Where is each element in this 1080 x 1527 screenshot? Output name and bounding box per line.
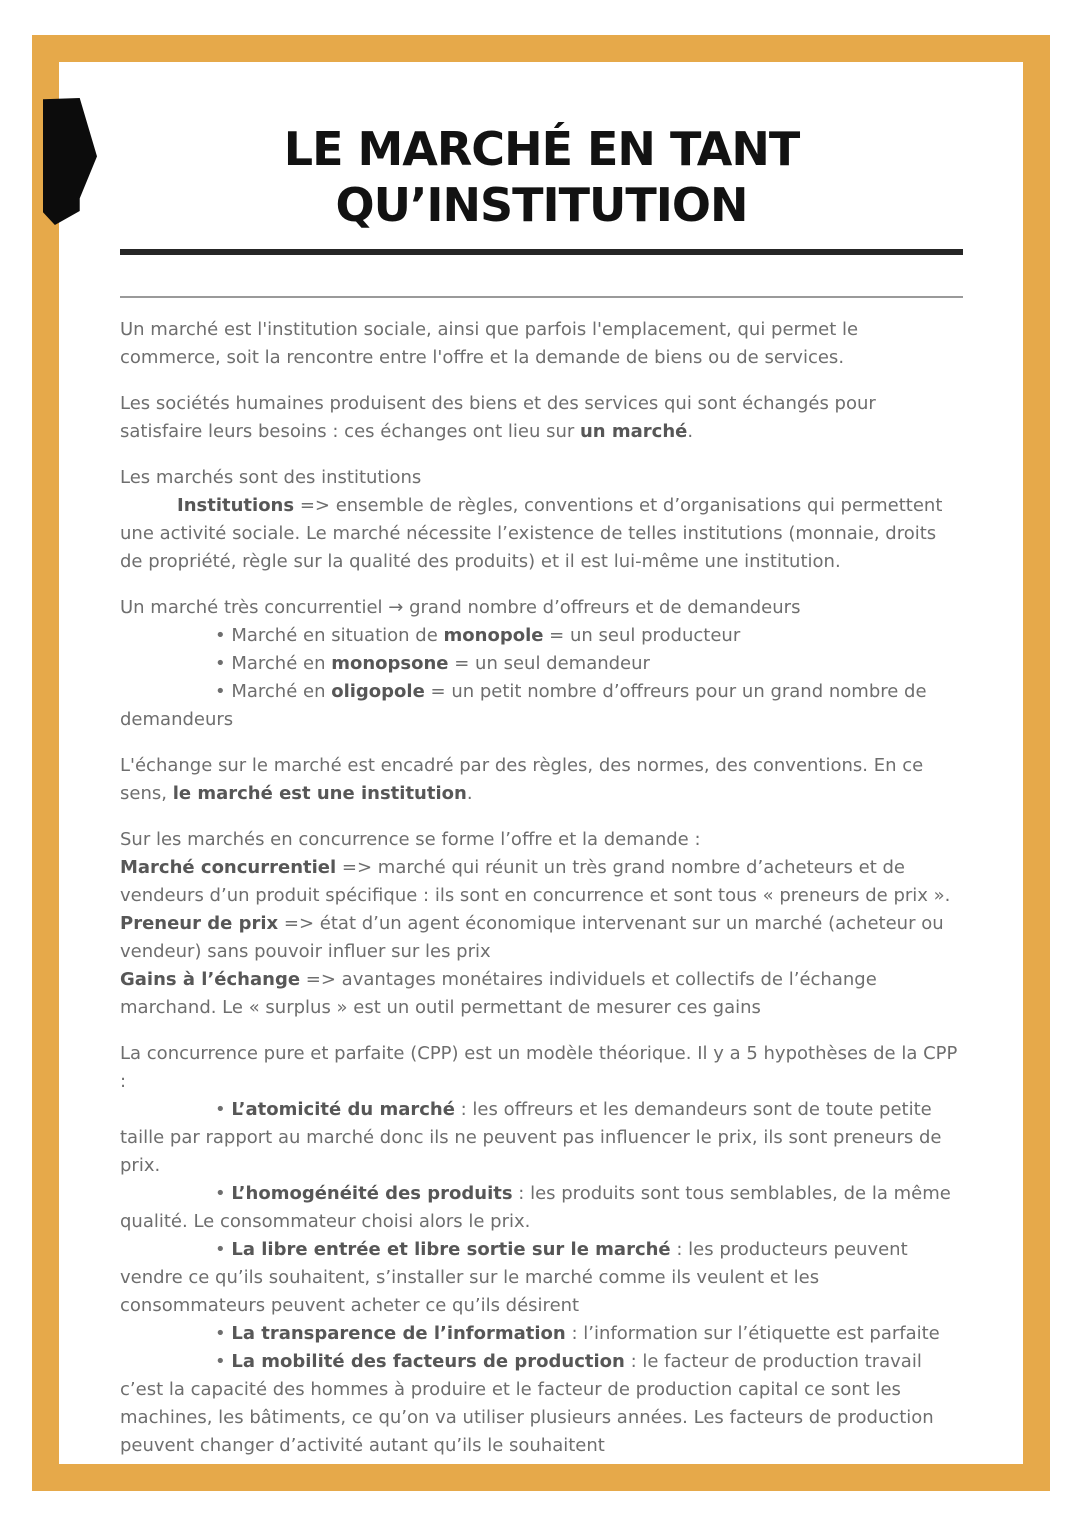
bullet-icon: • (215, 1099, 232, 1120)
bullet-icon: • (215, 681, 232, 702)
text-blocks (120, 316, 963, 1460)
text-run: Les sociétés humaines produisent des biens et des services qui sont échangés pour satisfaire leurs besoins : ces échanges ont lieu sur (120, 393, 876, 442)
text-paragraph (120, 594, 963, 622)
bullet-item (120, 1096, 963, 1180)
text-paragraph (120, 752, 963, 808)
text-run: => marché qui réunit un très grand nombre d’acheteurs et de vendeurs d’un produit spécifique : ils sont en concurrence et sont tous « preneurs de prix ». (120, 857, 951, 906)
bullet-item (120, 1320, 963, 1348)
bullet-icon: • (215, 1183, 232, 1204)
bold-term: un marché (579, 421, 688, 442)
text-run: . (466, 783, 473, 804)
bold-term: L’atomicité du marché (231, 1099, 455, 1120)
text-run: : les producteurs peuvent vendre ce qu’ils souhaitent, s’installer sur le marché comme ils veulent et les consommateurs peuvent acheter ce qu’ils désirent (120, 1239, 908, 1316)
bullet-item (120, 678, 963, 734)
bullet-icon: • (215, 1351, 232, 1372)
text-paragraph (120, 966, 963, 1022)
text-paragraph (120, 1040, 963, 1096)
bullet-icon: • (215, 625, 232, 646)
title-rule-light (120, 296, 963, 298)
bold-term: Gains à l’échange (120, 969, 301, 990)
title-rule-dark (120, 249, 963, 255)
text-run: = un petit nombre d’offreurs pour un grand nombre de demandeurs (120, 681, 927, 730)
text-run: => état d’un agent économique intervenant sur un marché (acheteur ou vendeur) sans pouvoir influer sur les prix (120, 913, 944, 962)
bold-term: Institutions (177, 495, 295, 516)
text-run: = un seul producteur (543, 625, 741, 646)
bold-term: le marché est une institution (172, 783, 467, 804)
bold-term: Preneur de prix (120, 913, 279, 934)
text-run: : le facteur de production travail c’est la capacité des hommes à produire et le facteur de production capital ce sont les machines, les bâtiments, ce qu’on va utiliser plusieurs années. Les facteurs de production peuvent changer d’activité autant qu’ils le souhaitent (120, 1351, 934, 1456)
bullet-item (120, 1180, 963, 1236)
bullet-item (120, 1348, 963, 1460)
bullet-icon: • (215, 653, 232, 674)
text-paragraph (120, 464, 963, 492)
text-run: Marché en (231, 653, 332, 674)
bold-term: La mobilité des facteurs de production (231, 1351, 625, 1372)
text-run: Sur les marchés en concurrence se forme l’offre et la demande : (120, 829, 701, 850)
bold-term: monopole (443, 625, 544, 646)
text-paragraph (120, 854, 963, 910)
text-run: . (687, 421, 694, 442)
bullet-icon: • (215, 1323, 232, 1344)
text-run: : l’information sur l’étiquette est parfaite (565, 1323, 940, 1344)
bullet-item (120, 1236, 963, 1320)
page-content (120, 62, 963, 1460)
text-run: L'échange sur le marché est encadré par des règles, des normes, des conventions. En ce sens, (120, 755, 924, 804)
text-run: Un marché est l'institution sociale, ainsi que parfois l'emplacement, qui permet le commerce, soit la rencontre entre l'offre et la demande de biens ou de services. (120, 319, 859, 368)
bold-term: La libre entrée et libre sortie sur le marché (231, 1239, 671, 1260)
text-paragraph (120, 910, 963, 966)
text-run: Un marché très concurrentiel → grand nombre d’offreurs et de demandeurs (120, 597, 801, 618)
bold-term: L’homogénéité des produits (231, 1183, 513, 1204)
bullet-item (120, 650, 963, 678)
text-run: Marché en (231, 681, 332, 702)
bold-term: oligopole (331, 681, 425, 702)
text-run: = un seul demandeur (448, 653, 650, 674)
text-run: Les marchés sont des institutions (120, 467, 422, 488)
bold-term: monopsone (331, 653, 449, 674)
text-paragraph (120, 390, 963, 446)
text-run: Marché en situation de (231, 625, 444, 646)
bullet-icon: • (215, 1239, 232, 1260)
text-paragraph (120, 826, 963, 854)
page-title (120, 121, 963, 233)
bullet-item (120, 622, 963, 650)
text-paragraph (120, 316, 963, 372)
text-run: => avantages monétaires individuels et collectifs de l’échange marchand. Le « surplus » est un outil permettant de mesurer ces gains (120, 969, 877, 1018)
text-paragraph (120, 492, 963, 576)
text-run: => ensemble de règles, conventions et d’organisations qui permettent une activité sociale. Le marché nécessite l’existence de telles institutions (monnaie, droits de propriété, règle sur la qualité des produits) et il est lui-même une institution. (120, 495, 943, 572)
text-run: : les produits sont tous semblables, de la même qualité. Le consommateur choisi alors le prix. (120, 1183, 951, 1232)
text-run: : les offreurs et les demandeurs sont de toute petite taille par rapport au marché donc ils ne peuvent pas influencer le prix, ils sont preneurs de prix. (120, 1099, 942, 1176)
bold-term: La transparence de l’information (231, 1323, 566, 1344)
bold-term: Marché concurrentiel (120, 857, 337, 878)
text-run: La concurrence pure et parfaite (CPP) est un modèle théorique. Il y a 5 hypothèses de la CPP : (120, 1043, 958, 1092)
page-title-line2: QU’INSTITUTION (335, 178, 748, 232)
page-title-line1: LE MARCHÉ EN TANT (283, 122, 800, 176)
